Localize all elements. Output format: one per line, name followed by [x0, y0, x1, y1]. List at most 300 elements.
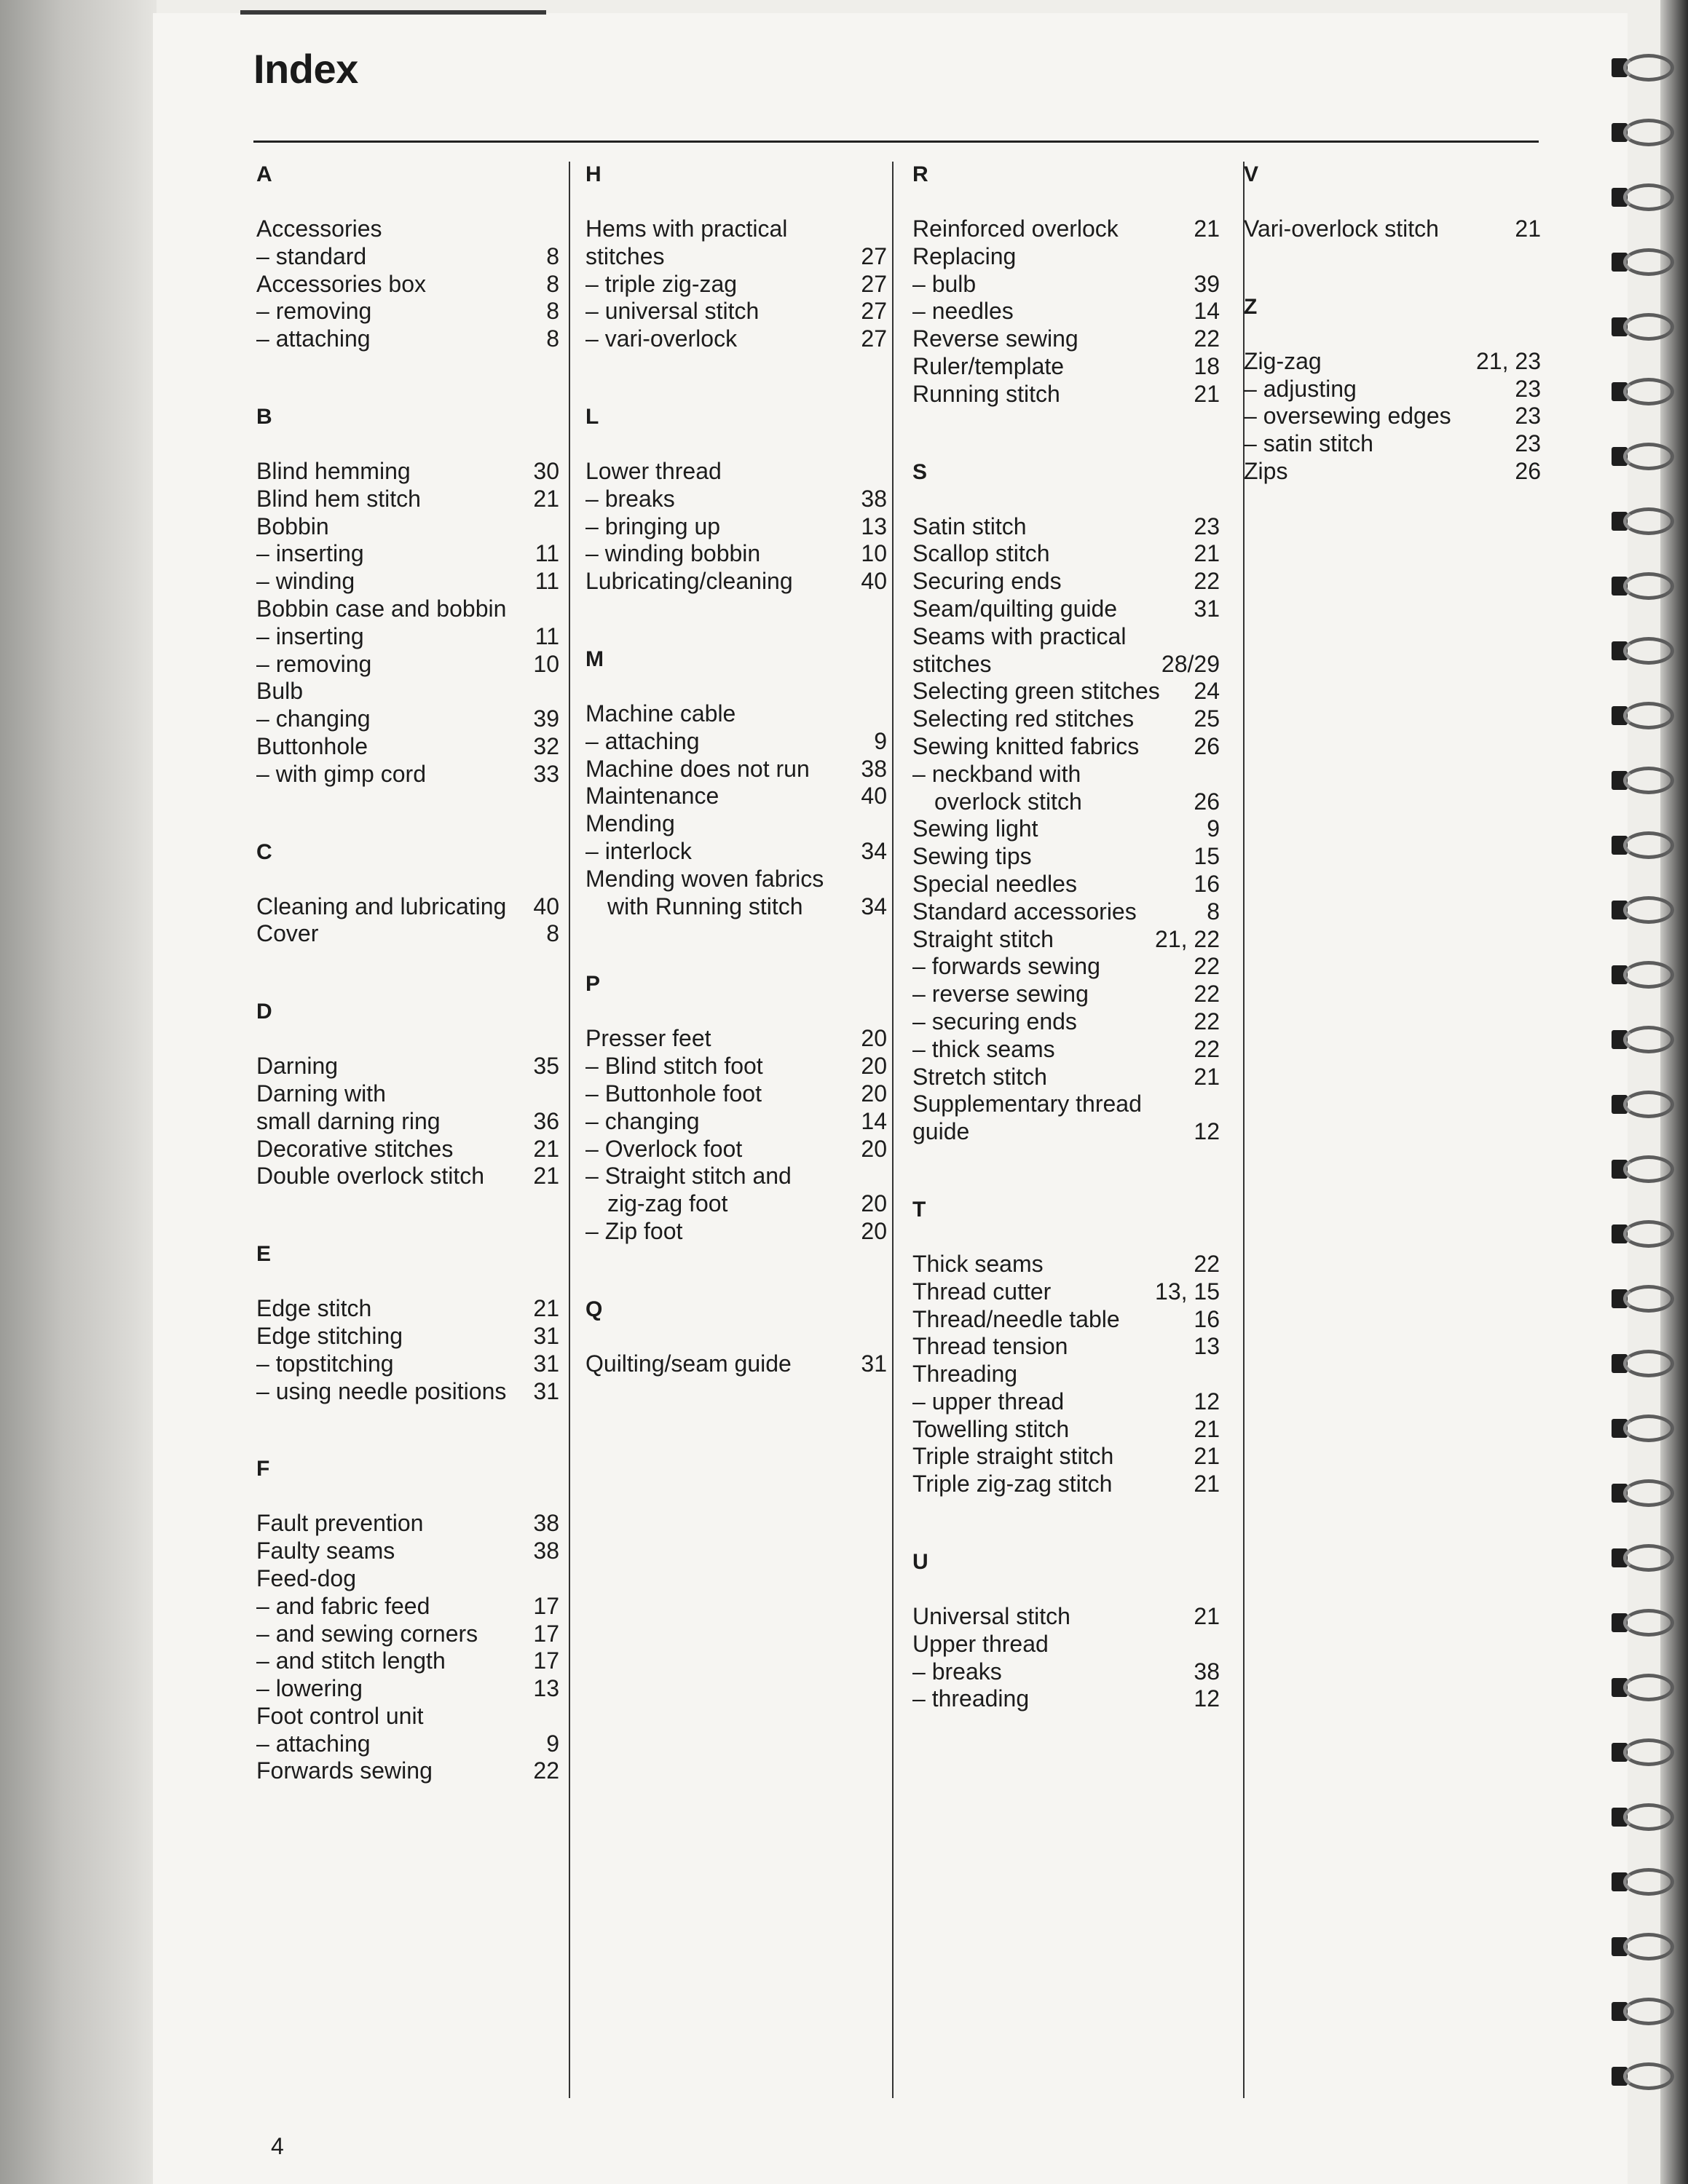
entry-term: Decorative stitches	[256, 1135, 454, 1162]
entry-term: – threading	[912, 1685, 1030, 1712]
entry-page: 15	[1194, 843, 1220, 870]
index-entry	[585, 1350, 887, 1378]
entry-term: Machine does not run	[585, 755, 810, 782]
entry-page: 21	[533, 1163, 559, 1190]
entry-term: – forwards sewing	[912, 953, 1100, 980]
entry-term: – changing	[585, 1107, 700, 1134]
entry-page: 40	[533, 893, 559, 919]
index-entry	[256, 651, 559, 678]
entry-term: Bobbin case and bobbin	[256, 595, 507, 622]
entry-term: Selecting green stitches	[912, 678, 1160, 705]
index-entry	[912, 843, 1220, 871]
index-column-a-f	[256, 162, 559, 1836]
index-entry	[256, 1757, 559, 1785]
index-entry	[1244, 348, 1541, 376]
index-section-l	[585, 404, 887, 596]
entry-term: small darning ring	[256, 1107, 441, 1134]
section-letter: B	[256, 404, 272, 429]
entry-page: 8	[546, 325, 559, 352]
entry-page: 8	[546, 242, 559, 269]
spiral-coil	[1606, 958, 1679, 992]
entry-term: – breaks	[912, 1658, 1002, 1685]
entry-term: guide	[912, 1118, 970, 1145]
entry-page: 27	[861, 325, 887, 352]
section-letter: F	[256, 1457, 270, 1481]
entry-term: Darning with	[256, 1080, 386, 1107]
entry-page: 14	[861, 1107, 887, 1134]
index-entry	[256, 1703, 559, 1730]
index-section-f	[256, 1456, 559, 1785]
entry-term: Machine cable	[585, 700, 736, 727]
index-entry	[256, 1323, 559, 1350]
index-entry	[256, 243, 559, 271]
spiral-coil	[1606, 828, 1679, 862]
spiral-coil	[1606, 699, 1679, 732]
index-entry	[912, 1443, 1220, 1471]
entry-term: – attaching	[585, 727, 700, 754]
index-entry	[256, 1730, 559, 1758]
index-entry	[912, 981, 1220, 1008]
index-entry	[256, 540, 559, 568]
spiral-coil	[1606, 893, 1679, 927]
index-entry	[256, 486, 559, 513]
spiral-coil	[1606, 1476, 1679, 1510]
index-entry	[256, 458, 559, 486]
entry-term: Thread/needle table	[912, 1305, 1120, 1332]
column-divider	[892, 162, 894, 2098]
entry-page: 14	[1194, 298, 1220, 325]
index-section-h	[585, 162, 887, 353]
index-entry	[912, 1333, 1220, 1361]
index-section-r	[912, 162, 1220, 408]
entry-page: 22	[1194, 325, 1220, 352]
index-entry	[256, 1565, 559, 1593]
entry-page: 13	[861, 513, 887, 539]
index-section-s	[912, 459, 1220, 1146]
entry-page: 35	[533, 1053, 559, 1080]
index-entry	[585, 893, 887, 921]
index-entry	[585, 1190, 887, 1218]
entry-page: 12	[1194, 1388, 1220, 1415]
entry-term: Vari-overlock stitch	[1244, 215, 1439, 242]
entry-term: Sewing knitted fabrics	[912, 732, 1140, 759]
entry-page: 12	[1194, 1685, 1220, 1712]
entry-page: 21	[533, 1295, 559, 1322]
entry-term: – attaching	[256, 325, 371, 352]
entry-term: Maintenance	[585, 783, 719, 810]
entry-page: 39	[533, 705, 559, 732]
spiral-coil	[1606, 569, 1679, 603]
entry-page: 20	[861, 1217, 887, 1244]
entry-page: 26	[1515, 457, 1541, 484]
index-entry	[585, 783, 887, 810]
spiral-coil	[1606, 1606, 1679, 1639]
index-entry	[256, 1108, 559, 1136]
index-entry	[585, 243, 887, 271]
index-entry	[912, 568, 1220, 596]
spiral-binding	[1606, 51, 1686, 2148]
entry-term: Cleaning and lubricating	[256, 893, 507, 919]
index-entry	[256, 1163, 559, 1190]
index-entry	[912, 325, 1220, 353]
index-entry	[912, 1036, 1220, 1064]
entry-page: 8	[1207, 898, 1220, 925]
index-entry	[256, 1675, 559, 1703]
entry-term: – winding bobbin	[585, 540, 761, 567]
section-letter: E	[256, 1242, 272, 1267]
entry-term: – Zip foot	[585, 1217, 683, 1244]
entry-term: Triple zig-zag stitch	[912, 1471, 1113, 1497]
entry-term: – thick seams	[912, 1035, 1055, 1062]
entry-term: – Buttonhole foot	[585, 1080, 762, 1107]
index-entry	[912, 953, 1220, 981]
entry-term: – upper thread	[912, 1388, 1065, 1415]
entry-term: Blind hem stitch	[256, 485, 421, 512]
entry-term: overlock stitch	[934, 788, 1082, 815]
entry-term: Hems with practical	[585, 215, 788, 242]
index-entry	[1244, 403, 1541, 430]
binder-left-shadow	[0, 0, 157, 2184]
index-section-u	[912, 1549, 1220, 1713]
entry-term: Standard accessories	[912, 898, 1137, 925]
entry-term: Bulb	[256, 678, 304, 705]
index-entry	[585, 458, 887, 486]
index-entry	[585, 1053, 887, 1080]
index-entry	[912, 215, 1220, 243]
index-entry	[585, 540, 887, 568]
index-entry	[585, 325, 887, 353]
entry-page: 22	[1194, 981, 1220, 1008]
entry-page: 10	[861, 540, 887, 567]
entry-page: 31	[533, 1350, 559, 1377]
index-section-v	[1244, 162, 1541, 243]
index-section-b	[256, 404, 559, 788]
section-letter: Q	[585, 1297, 603, 1321]
entry-page: 8	[546, 920, 559, 947]
spiral-coil	[1606, 310, 1679, 344]
index-entry	[256, 271, 559, 298]
entry-term: Threading	[912, 1361, 1018, 1388]
entry-page: 21, 23	[1476, 347, 1541, 374]
entry-term: – triple zig-zag	[585, 270, 738, 297]
entry-term: Mending woven fabrics	[585, 865, 824, 892]
section-letter: L	[585, 404, 599, 429]
index-entry	[912, 1631, 1220, 1658]
entry-page: 17	[533, 1620, 559, 1647]
spiral-coil	[1606, 1217, 1679, 1251]
entry-term: Feed-dog	[256, 1564, 356, 1591]
entry-term: – inserting	[256, 622, 364, 649]
entry-term: Zig-zag	[1244, 347, 1322, 374]
section-letter: H	[585, 162, 602, 186]
section-letter: P	[585, 972, 601, 997]
entry-term: – universal stitch	[585, 298, 760, 325]
index-section-t	[912, 1197, 1220, 1498]
index-section-p	[585, 971, 887, 1245]
entry-term: Thick seams	[912, 1250, 1044, 1277]
entry-term: Accessories box	[256, 270, 426, 297]
index-entry	[256, 596, 559, 623]
entry-page: 16	[1194, 1305, 1220, 1332]
spiral-coil	[1606, 1800, 1679, 1834]
index-column-r-u	[912, 162, 1220, 1764]
entry-term: Reverse sewing	[912, 325, 1078, 352]
index-entry	[256, 1538, 559, 1565]
index-entry	[912, 596, 1220, 623]
index-entry	[912, 353, 1220, 381]
entry-term: Edge stitching	[256, 1322, 403, 1349]
index-entry	[912, 1278, 1220, 1306]
index-entry	[912, 1064, 1220, 1091]
spiral-coil	[1606, 1347, 1679, 1380]
entry-term: – standard	[256, 242, 367, 269]
entry-page: 27	[861, 242, 887, 269]
entry-page: 38	[861, 485, 887, 512]
entry-page: 38	[533, 1510, 559, 1537]
entry-term: Mending	[585, 810, 675, 837]
entry-page: 36	[533, 1107, 559, 1134]
entry-term: stitches	[912, 650, 992, 677]
index-entry	[256, 1080, 559, 1108]
page-number: 4	[271, 2133, 284, 2159]
entry-term: stitches	[585, 242, 665, 269]
index-entry	[912, 898, 1220, 926]
index-entry	[256, 1647, 559, 1675]
spiral-coil	[1606, 1023, 1679, 1056]
entry-page: 23	[1515, 375, 1541, 402]
index-section-e	[256, 1241, 559, 1405]
spiral-coil	[1606, 764, 1679, 797]
entry-page: 13	[533, 1675, 559, 1702]
entry-term: Universal stitch	[912, 1603, 1070, 1630]
spiral-coil	[1606, 1930, 1679, 1963]
entry-page: 20	[861, 1025, 887, 1052]
index-entry	[256, 678, 559, 705]
entry-term: – Straight stitch and	[585, 1163, 792, 1190]
index-entry	[912, 788, 1220, 816]
index-entry	[912, 243, 1220, 271]
entry-term: Accessories	[256, 215, 382, 242]
entry-page: 13	[1194, 1333, 1220, 1360]
spiral-coil	[1606, 1541, 1679, 1575]
index-section-q	[585, 1297, 887, 1378]
index-entry	[585, 568, 887, 596]
entry-term: Sewing tips	[912, 843, 1032, 870]
entry-page: 33	[533, 760, 559, 787]
entry-page: 27	[861, 270, 887, 297]
section-letter: T	[912, 1197, 926, 1222]
index-entry	[912, 678, 1220, 705]
spiral-coil	[1606, 1412, 1679, 1445]
entry-page: 11	[535, 540, 559, 567]
index-entry	[912, 733, 1220, 761]
section-letter: R	[912, 162, 928, 186]
index-entry	[912, 651, 1220, 678]
entry-term: Presser feet	[585, 1025, 711, 1052]
index-entry	[1244, 215, 1541, 243]
spiral-coil	[1606, 181, 1679, 214]
entry-page: 21	[1515, 215, 1541, 242]
entry-term: Lower thread	[585, 457, 722, 484]
spiral-coil	[1606, 51, 1679, 84]
entry-page: 31	[533, 1322, 559, 1349]
spiral-coil	[1606, 375, 1679, 408]
entry-term: – bringing up	[585, 513, 721, 539]
entry-page: 16	[1194, 870, 1220, 897]
entry-term: Bobbin	[256, 513, 329, 539]
entry-term: Double overlock stitch	[256, 1163, 485, 1190]
entry-term: Quilting/seam guide	[585, 1350, 792, 1377]
entry-term: Forwards sewing	[256, 1757, 433, 1784]
index-entry	[912, 298, 1220, 325]
spiral-coil	[1606, 1995, 1679, 2028]
entry-term: – vari-overlock	[585, 325, 738, 352]
index-entry	[256, 215, 559, 243]
entry-term: – satin stitch	[1244, 430, 1373, 457]
index-entry	[585, 1025, 887, 1053]
entry-page: 18	[1194, 352, 1220, 379]
entry-term: Satin stitch	[912, 513, 1027, 539]
section-letter: Z	[1244, 294, 1258, 319]
entry-term: Zips	[1244, 457, 1288, 484]
entry-page: 34	[861, 893, 887, 919]
entry-term: – reverse sewing	[912, 981, 1089, 1008]
entry-term: – and sewing corners	[256, 1620, 478, 1647]
entry-page: 22	[1194, 1008, 1220, 1034]
index-section-c	[256, 839, 559, 949]
index-entry	[912, 1685, 1220, 1713]
entry-term: Supplementary thread	[912, 1091, 1142, 1117]
entry-page: 21	[1194, 1471, 1220, 1497]
entry-term: – oversewing edges	[1244, 403, 1451, 430]
index-entry	[912, 1471, 1220, 1498]
entry-page: 38	[533, 1538, 559, 1564]
entry-term: Thread tension	[912, 1333, 1068, 1360]
entry-page: 24	[1194, 678, 1220, 705]
index-entry	[585, 486, 887, 513]
entry-term: – Blind stitch foot	[585, 1053, 763, 1080]
index-entry	[1244, 430, 1541, 458]
spiral-coil	[1606, 505, 1679, 538]
entry-term: Foot control unit	[256, 1702, 424, 1729]
entry-page: 9	[874, 727, 887, 754]
entry-page: 40	[861, 568, 887, 595]
entry-page: 26	[1194, 788, 1220, 815]
section-letter: D	[256, 1000, 272, 1024]
spiral-coil	[1606, 1088, 1679, 1121]
index-entry	[912, 1091, 1220, 1118]
entry-term: Faulty seams	[256, 1538, 395, 1564]
entry-term: Reinforced overlock	[912, 215, 1119, 242]
entry-page: 34	[861, 837, 887, 864]
entry-term: – Overlock foot	[585, 1135, 743, 1162]
entry-term: – topstitching	[256, 1350, 394, 1377]
entry-term: zig-zag foot	[607, 1190, 728, 1217]
entry-page: 28/29	[1161, 650, 1220, 677]
index-entry	[585, 1163, 887, 1190]
index-entry	[256, 1295, 559, 1323]
spiral-coil	[1606, 440, 1679, 473]
entry-term: Buttonhole	[256, 732, 368, 759]
index-entry	[912, 705, 1220, 733]
spiral-coil	[1606, 1152, 1679, 1186]
index-entry	[256, 733, 559, 761]
entry-term: – and stitch length	[256, 1647, 446, 1674]
column-divider	[569, 162, 570, 2098]
entry-page: 20	[861, 1135, 887, 1162]
entry-term: Replacing	[912, 242, 1017, 269]
section-letter: S	[912, 459, 928, 484]
index-section-z	[1244, 294, 1541, 486]
section-letter: M	[585, 646, 604, 671]
index-entry	[585, 728, 887, 756]
index-entry	[912, 761, 1220, 788]
spiral-coil	[1606, 1671, 1679, 1704]
index-entry	[912, 1361, 1220, 1388]
index-entry	[912, 1658, 1220, 1686]
index-entry	[1244, 376, 1541, 403]
entry-page: 9	[1207, 815, 1220, 842]
entry-page: 17	[533, 1647, 559, 1674]
spiral-coil	[1606, 1736, 1679, 1769]
entry-page: 23	[1194, 513, 1220, 539]
entry-page: 31	[861, 1350, 887, 1377]
entry-term: – lowering	[256, 1675, 363, 1702]
index-entry	[585, 838, 887, 866]
title-rule	[253, 141, 1539, 143]
index-entry	[256, 325, 559, 353]
entry-page: 8	[546, 270, 559, 297]
index-entry	[585, 513, 887, 541]
entry-term: – neckband with	[912, 760, 1081, 787]
index-entry	[585, 1136, 887, 1163]
spiral-coil	[1606, 116, 1679, 149]
index-entry	[256, 893, 559, 921]
entry-term: Triple straight stitch	[912, 1443, 1114, 1470]
entry-term: – with gimp cord	[256, 760, 426, 787]
entry-page: 21	[1194, 380, 1220, 407]
section-letter: C	[256, 839, 272, 864]
index-entry	[585, 298, 887, 325]
entry-term: – and fabric feed	[256, 1592, 430, 1619]
index-entry	[256, 705, 559, 733]
entry-term: – securing ends	[912, 1008, 1077, 1034]
entry-term: Cover	[256, 920, 319, 947]
index-entry	[256, 1510, 559, 1538]
index-entry	[585, 1218, 887, 1246]
entry-term: Upper thread	[912, 1630, 1049, 1657]
index-entry	[912, 381, 1220, 408]
entry-term: Edge stitch	[256, 1295, 372, 1322]
entry-page: 21	[533, 485, 559, 512]
entry-term: Running stitch	[912, 380, 1060, 407]
entry-page: 30	[533, 457, 559, 484]
entry-term: with Running stitch	[607, 893, 803, 919]
entry-term: Seam/quilting guide	[912, 595, 1118, 622]
index-entry	[912, 271, 1220, 298]
index-entry	[912, 815, 1220, 843]
index-section-d	[256, 999, 559, 1190]
entry-term: Sewing light	[912, 815, 1038, 842]
index-section-m	[585, 646, 887, 920]
index-entry	[585, 756, 887, 783]
index-entry	[912, 926, 1220, 954]
section-letter: U	[912, 1550, 928, 1575]
entry-term: Stretch stitch	[912, 1063, 1047, 1090]
entry-page: 17	[533, 1592, 559, 1619]
entry-term: Darning	[256, 1053, 339, 1080]
page-title: Index	[253, 46, 358, 92]
